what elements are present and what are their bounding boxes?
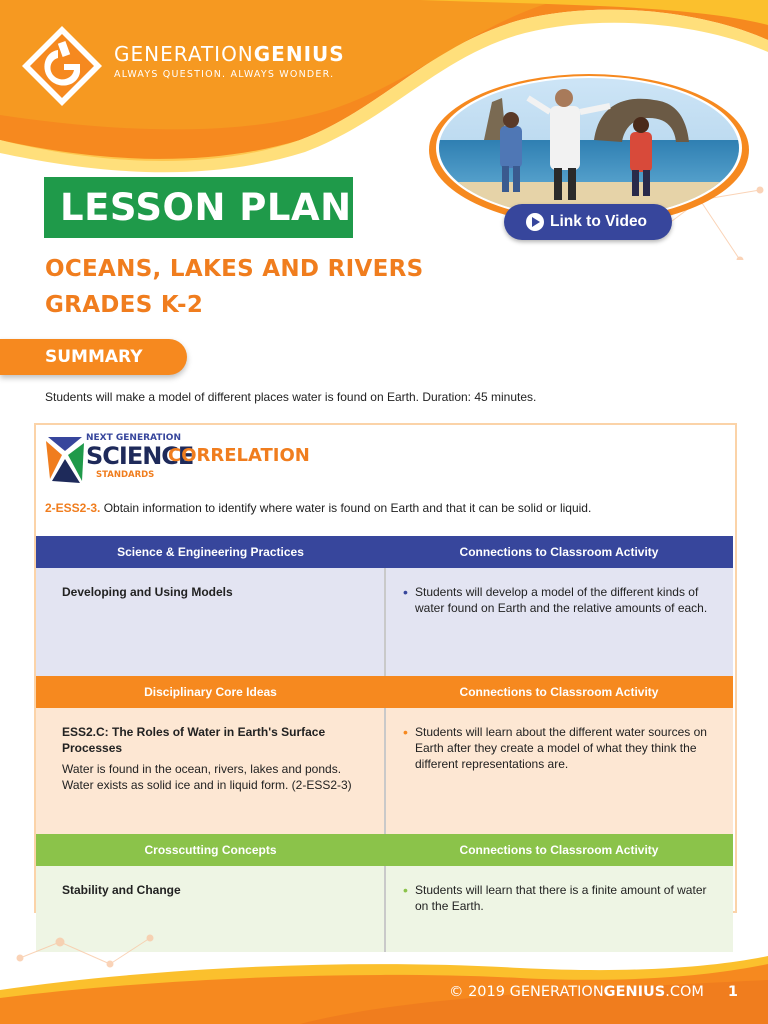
ccc-connections-header: Connections to Classroom Activity [385, 834, 733, 866]
dci-cell [36, 708, 385, 834]
footer-wave-background [0, 928, 768, 1024]
play-icon [526, 213, 544, 231]
dci-connection-text: Students will learn about the different water sources on Earth after they create a model of what they think the different representations are. [415, 725, 707, 771]
video-link-button[interactable] [504, 204, 672, 240]
ccc-connection-text: Students will learn that there is a finite amount of water on the Earth. [415, 883, 707, 913]
ngss-logo-icon [42, 433, 88, 485]
logo-wordmark [114, 42, 345, 80]
sep-header-row [36, 536, 733, 568]
ccc-header: Crosscutting Concepts [36, 834, 385, 866]
bullet-icon: • [403, 724, 408, 740]
standard-text: Obtain information to identify where water is found on Earth and that it can be solid or liquid. [100, 501, 592, 515]
dci-header: Disciplinary Core Ideas [36, 676, 385, 708]
standard-code: 2-ESS2-3. [45, 501, 101, 515]
sep-header: Science & Engineering Practices [36, 536, 385, 568]
dci-connections-header: Connections to Classroom Activity [385, 676, 733, 708]
dci-row [36, 708, 733, 834]
logo-name: GENERATIONGENIUS [114, 42, 345, 66]
dci-title: ESS2.C: The Roles of Water in Earth's Surface Processes [62, 725, 326, 755]
footer-copyright: © 2019 GENERATIONGENIUS.COM 1 [448, 984, 738, 1000]
bullet-icon: • [403, 882, 408, 898]
correlation-heading: CORRELATION [168, 445, 310, 466]
ccc-concept: Stability and Change [36, 866, 385, 952]
ngss-next-generation: NEXT GENERATION [86, 433, 181, 443]
dci-connection [385, 708, 733, 834]
sep-connection [385, 568, 733, 676]
correlation-table [36, 536, 733, 952]
logo-tagline: ALWAYS QUESTION. ALWAYS WONDER. [114, 69, 335, 80]
summary-text: Students will make a model of different places water is found on Earth. Duration: 45 minutes. [45, 390, 537, 404]
bullet-icon: • [403, 584, 408, 600]
sep-connections-header: Connections to Classroom Activity [385, 536, 733, 568]
lesson-title: OCEANS, LAKES AND RIVERS [45, 256, 424, 282]
generation-genius-logo [18, 24, 106, 108]
sep-connection-text: Students will develop a model of the different kinds of water found on Earth and the relative amounts of each. [415, 585, 708, 615]
dci-header-row [36, 676, 733, 708]
page-number: 1 [727, 984, 738, 1000]
sep-practice: Developing and Using Models [36, 568, 385, 676]
dci-description: Water is found in the ocean, rivers, lakes and ponds. Water exists as solid ice and in liquid form. (2-ESS2-3) [62, 762, 352, 792]
sep-row [36, 568, 733, 676]
ngss-science: SCIENCE [86, 442, 194, 470]
lesson-plan-badge: LESSON PLAN [44, 177, 353, 238]
video-link-label: Link to Video [550, 213, 648, 230]
ngss-standards: STANDARDS [96, 470, 155, 480]
ccc-header-row [36, 834, 733, 866]
standard-statement [45, 501, 591, 515]
summary-heading: SUMMARY [0, 339, 187, 375]
lesson-grades: GRADES K-2 [45, 292, 204, 318]
